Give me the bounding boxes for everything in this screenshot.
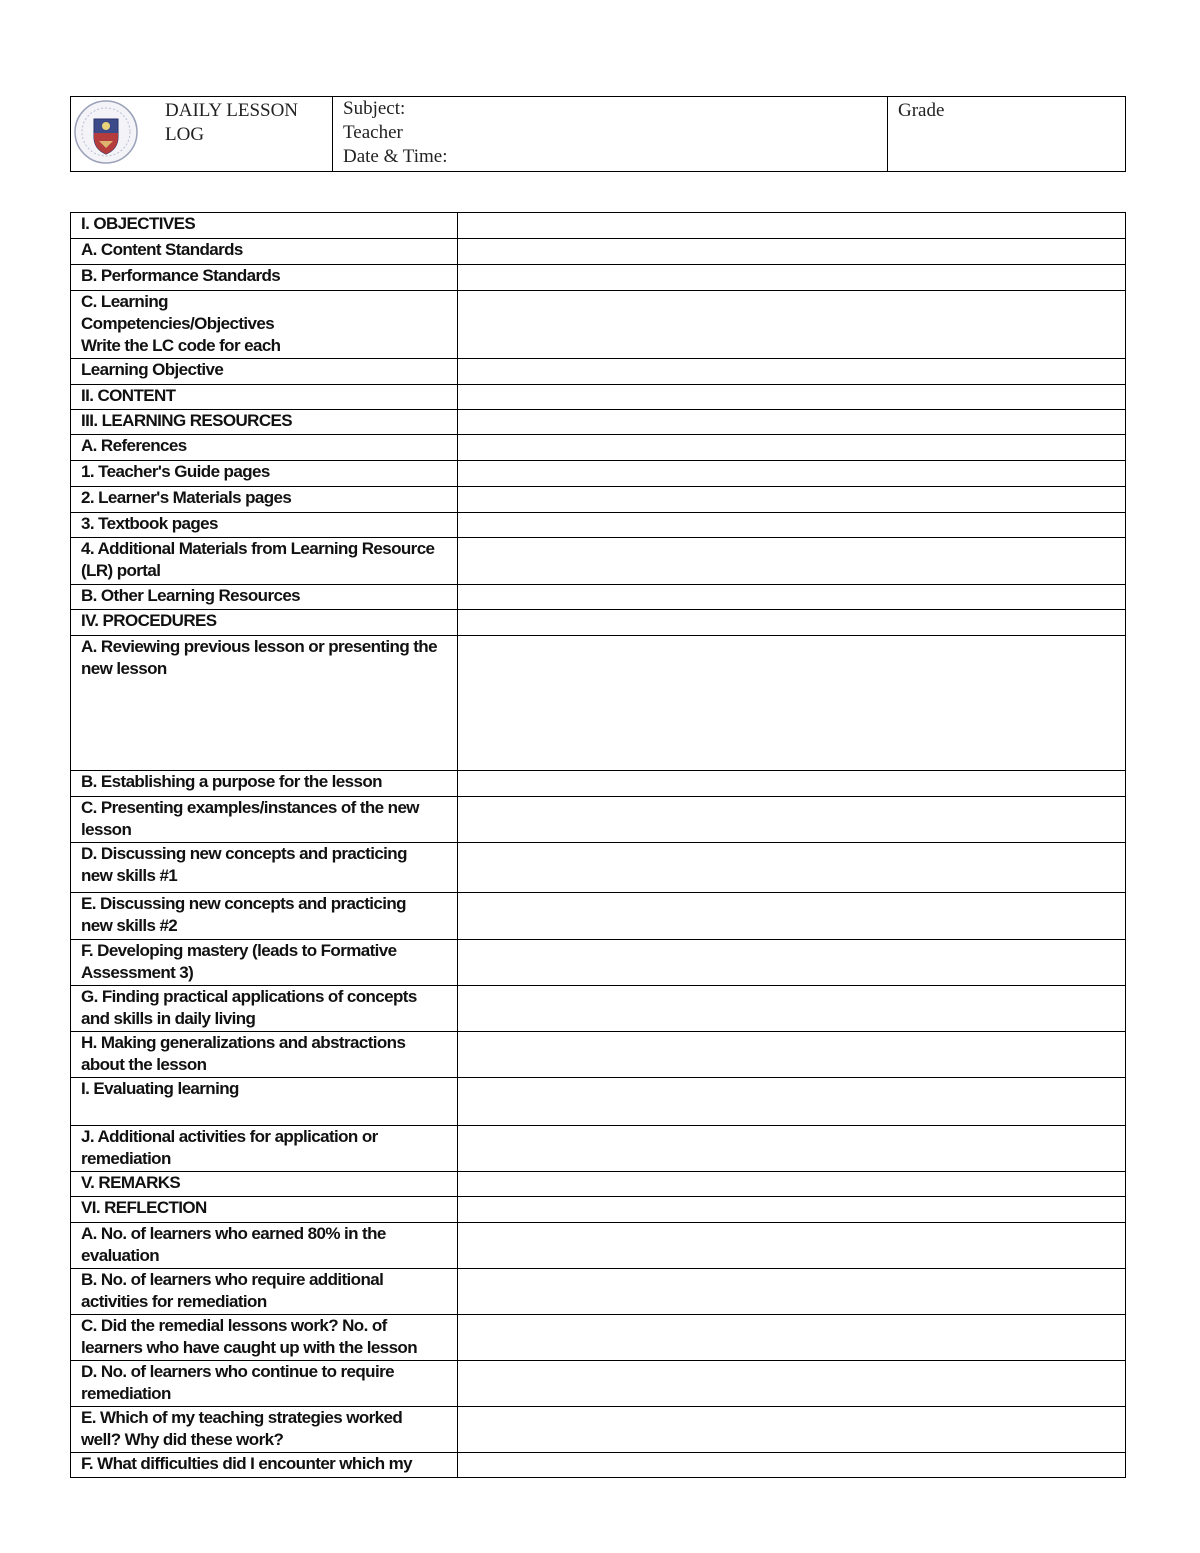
table-row [71, 986, 1126, 1032]
subject-label: Subject: [343, 98, 406, 119]
row-entry-cell[interactable] [458, 1032, 1126, 1078]
row-label: 3. Textbook pages [71, 513, 458, 538]
table-row [71, 291, 1126, 359]
row-entry-cell[interactable] [458, 487, 1126, 513]
row-entry-cell[interactable] [458, 986, 1126, 1032]
row-label: J. Additional activities for application or remediation [71, 1126, 458, 1172]
header-table [70, 96, 1126, 172]
row-label: V. REMARKS [71, 1172, 458, 1197]
row-entry-cell[interactable] [458, 1361, 1126, 1407]
row-label: E. Which of my teaching strategies worked well? Why did these work? [71, 1407, 458, 1453]
deped-seal-icon [73, 99, 139, 165]
row-entry-cell[interactable] [458, 291, 1126, 359]
row-label: B. Other Learning Resources [71, 585, 458, 610]
logo-title-cell [71, 97, 333, 172]
table-row [71, 359, 1126, 385]
row-entry-cell[interactable] [458, 385, 1126, 410]
row-label: A. Content Standards [71, 239, 458, 265]
table-row [71, 636, 1126, 771]
row-entry-cell[interactable] [458, 1172, 1126, 1197]
grade-label: Grade [898, 100, 945, 121]
table-row [71, 1453, 1126, 1478]
row-label: C. Presenting examples/instances of the new lesson [71, 797, 458, 843]
row-entry-cell[interactable] [458, 538, 1126, 585]
table-row [71, 940, 1126, 986]
grade-cell [888, 97, 1126, 172]
lesson-log-table [70, 212, 1126, 1478]
table-row [71, 1269, 1126, 1315]
row-label: D. No. of learners who continue to require remediation [71, 1361, 458, 1407]
row-entry-cell[interactable] [458, 610, 1126, 636]
row-entry-cell[interactable] [458, 585, 1126, 610]
row-label: A. Reviewing previous lesson or presenting the new lesson [71, 636, 458, 771]
table-row [71, 1126, 1126, 1172]
row-label: A. References [71, 435, 458, 461]
row-label: B. Performance Standards [71, 265, 458, 291]
table-row [71, 213, 1126, 239]
row-label: D. Discussing new concepts and practicing new skills #1 [71, 843, 458, 893]
row-entry-cell[interactable] [458, 410, 1126, 435]
row-entry-cell[interactable] [458, 940, 1126, 986]
row-label: II. CONTENT [71, 385, 458, 410]
row-label: 2. Learner's Materials pages [71, 487, 458, 513]
row-label: F. Developing mastery (leads to Formative Assessment 3) [71, 940, 458, 986]
row-label: 4. Additional Materials from Learning Resource (LR) portal [71, 538, 458, 585]
table-row [71, 843, 1126, 893]
row-entry-cell[interactable] [458, 1407, 1126, 1453]
row-entry-cell[interactable] [458, 636, 1126, 771]
table-row [71, 461, 1126, 487]
row-label: B. Establishing a purpose for the lesson [71, 771, 458, 797]
table-row [71, 1361, 1126, 1407]
lesson-log-body [71, 213, 1126, 1478]
table-row [71, 410, 1126, 435]
row-label: B. No. of learners who require additional activities for remediation [71, 1269, 458, 1315]
table-row [71, 771, 1126, 797]
row-label: 1. Teacher's Guide pages [71, 461, 458, 487]
table-row [71, 1223, 1126, 1269]
row-entry-cell[interactable] [458, 265, 1126, 291]
row-label: C. Learning Competencies/Objectives Write the LC code for each [71, 291, 458, 359]
row-entry-cell[interactable] [458, 1078, 1126, 1126]
row-label: A. No. of learners who earned 80% in the evaluation [71, 1223, 458, 1269]
title-line-2: LOG [165, 124, 205, 145]
row-entry-cell[interactable] [458, 1315, 1126, 1361]
row-label: I. OBJECTIVES [71, 213, 458, 239]
table-row [71, 1407, 1126, 1453]
table-row [71, 610, 1126, 636]
row-entry-cell[interactable] [458, 461, 1126, 487]
table-row [71, 435, 1126, 461]
row-entry-cell[interactable] [458, 1126, 1126, 1172]
table-row [71, 1315, 1126, 1361]
table-row [71, 513, 1126, 538]
subject-teacher-cell [333, 97, 888, 172]
row-entry-cell[interactable] [458, 1453, 1126, 1478]
table-row [71, 585, 1126, 610]
document-title [155, 99, 325, 147]
row-entry-cell[interactable] [458, 513, 1126, 538]
row-entry-cell[interactable] [458, 771, 1126, 797]
row-label: E. Discussing new concepts and practicing new skills #2 [71, 893, 458, 940]
datetime-label: Date & Time: [343, 146, 448, 167]
table-row [71, 797, 1126, 843]
row-entry-cell[interactable] [458, 1269, 1126, 1315]
table-row [71, 1078, 1126, 1126]
row-label: H. Making generalizations and abstractions about the lesson [71, 1032, 458, 1078]
row-entry-cell[interactable] [458, 213, 1126, 239]
row-entry-cell[interactable] [458, 1197, 1126, 1223]
row-label: VI. REFLECTION [71, 1197, 458, 1223]
table-row [71, 893, 1126, 940]
row-label: F. What difficulties did I encounter which my [71, 1453, 458, 1478]
row-entry-cell[interactable] [458, 843, 1126, 893]
row-label: III. LEARNING RESOURCES [71, 410, 458, 435]
row-label: IV. PROCEDURES [71, 610, 458, 636]
row-label: C. Did the remedial lessons work? No. of learners who have caught up with the lesson [71, 1315, 458, 1361]
table-row [71, 538, 1126, 585]
title-line-1: DAILY LESSON [165, 100, 299, 121]
table-row [71, 385, 1126, 410]
row-entry-cell[interactable] [458, 359, 1126, 385]
table-row [71, 239, 1126, 265]
row-label: I. Evaluating learning [71, 1078, 458, 1126]
teacher-label: Teacher [343, 122, 403, 143]
row-entry-cell[interactable] [458, 797, 1126, 843]
table-row [71, 487, 1126, 513]
table-row [71, 1172, 1126, 1197]
row-label: G. Finding practical applications of concepts and skills in daily living [71, 986, 458, 1032]
row-entry-cell[interactable] [458, 239, 1126, 265]
row-entry-cell[interactable] [458, 893, 1126, 940]
table-row [71, 265, 1126, 291]
row-entry-cell[interactable] [458, 435, 1126, 461]
row-label: Learning Objective [71, 359, 458, 385]
table-row [71, 1197, 1126, 1223]
table-row [71, 1032, 1126, 1078]
row-entry-cell[interactable] [458, 1223, 1126, 1269]
